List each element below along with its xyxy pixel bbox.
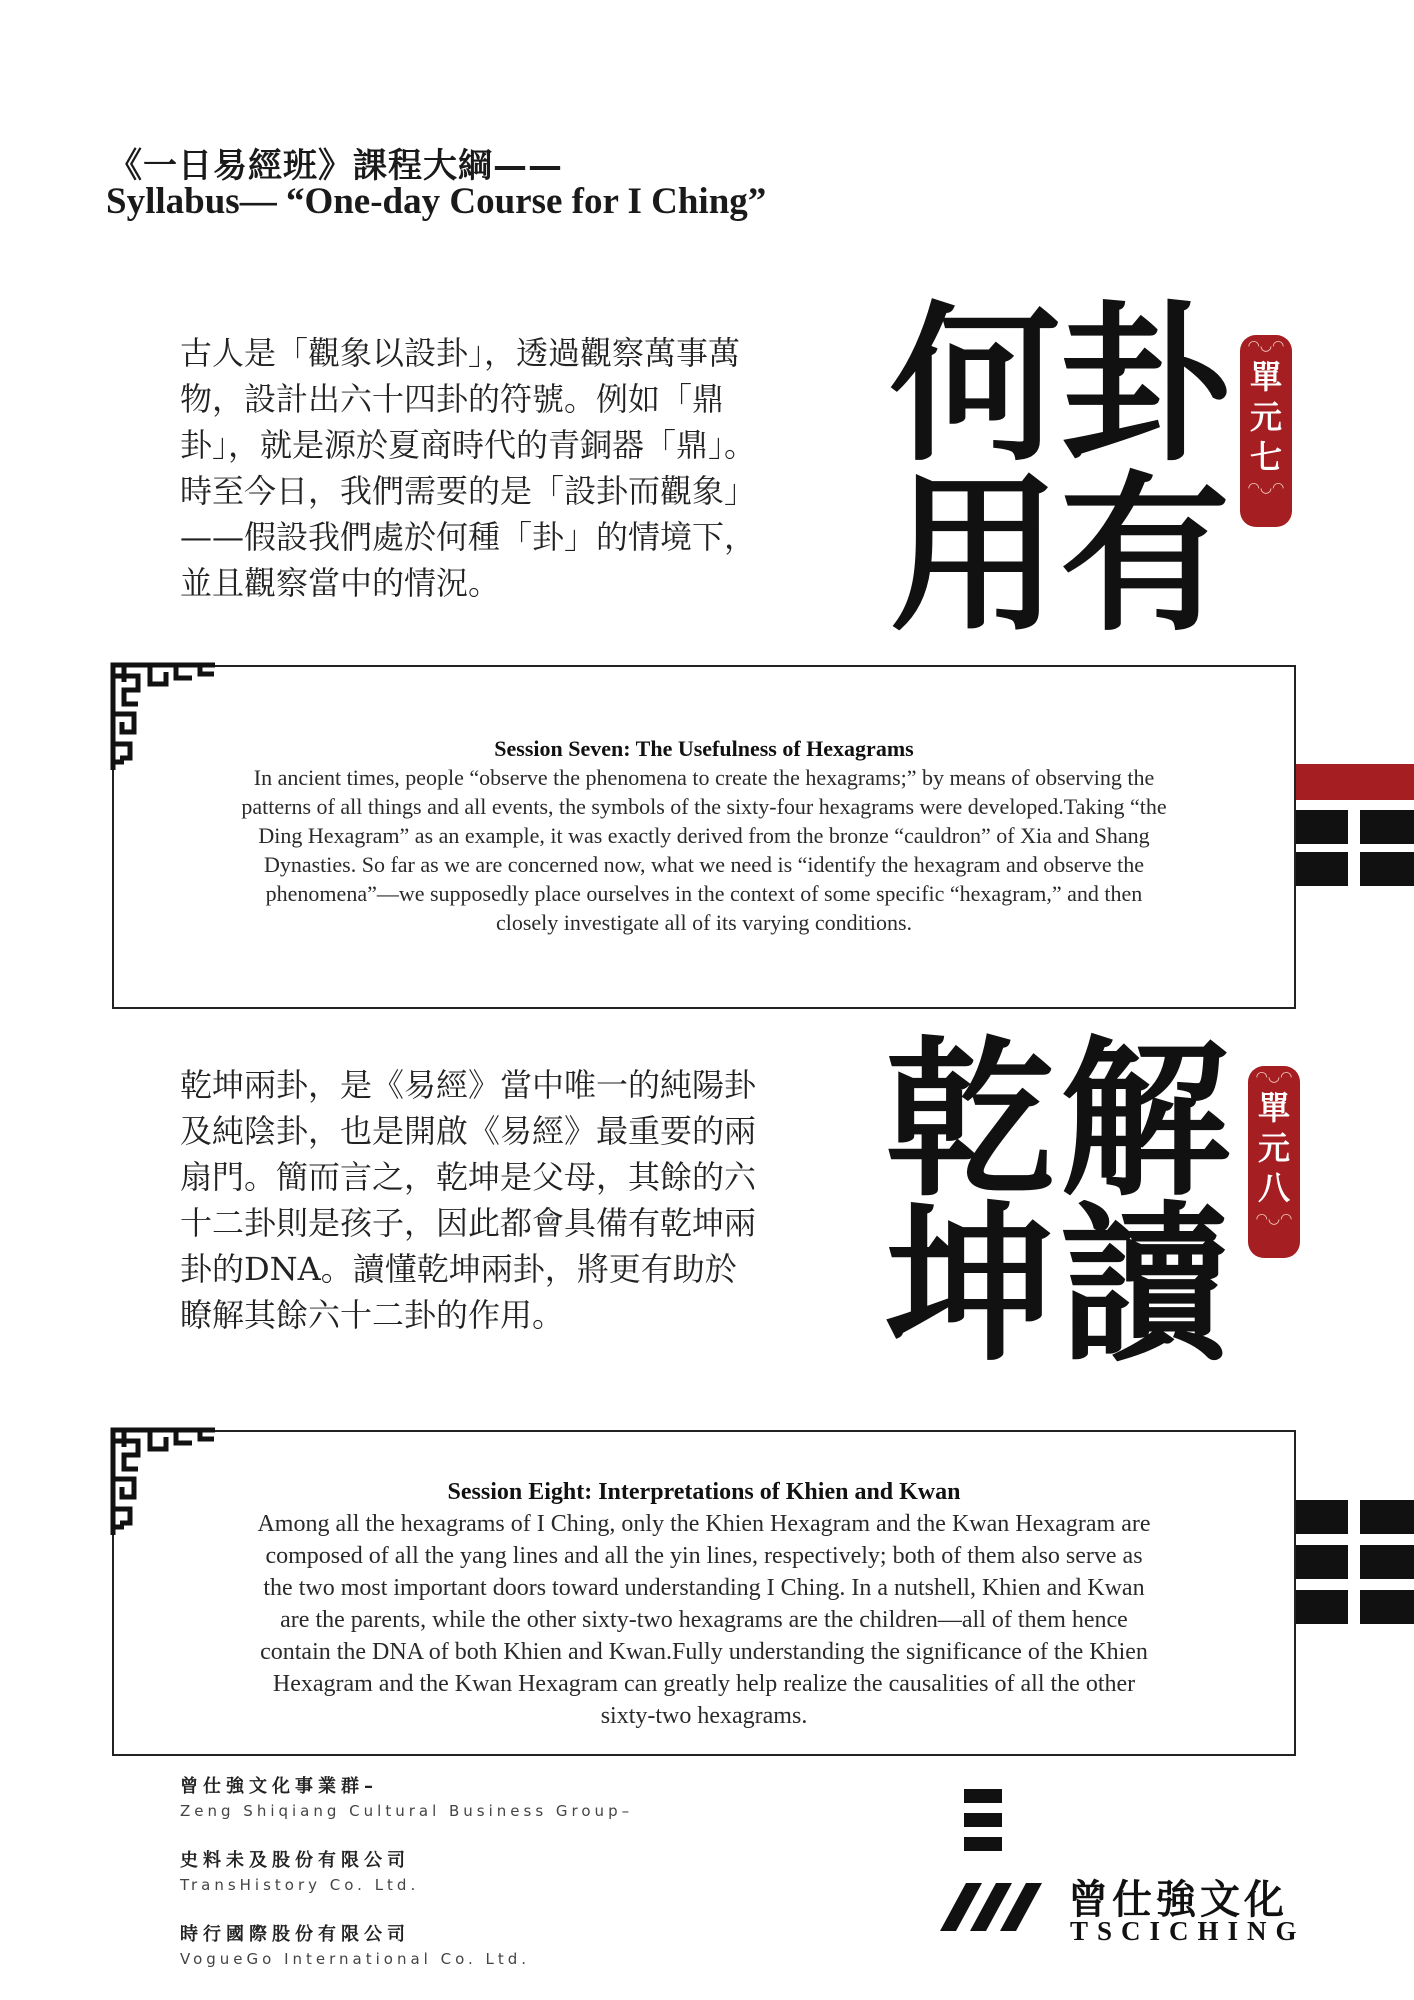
session7-big-char: 用 [890, 455, 1061, 655]
zh-line: 物，設計出六十四卦的符號。例如「鼎 [180, 380, 725, 418]
unit-seven-tag: ◠◡◠ 單 元 七 ◠◡◠ [1240, 335, 1292, 527]
zh-line: 十二卦則是孩子，因此都會具備有乾坤兩 [180, 1204, 757, 1242]
en-line: the two most important doors toward understanding I Ching. In a nutshell, Khien and Kwan [263, 1575, 1145, 1601]
company-name-zh: 曾仕強文化事業群– [180, 1776, 378, 1797]
company-name-zh: 時行國際股份有限公司 [180, 1924, 410, 1945]
hexagram-line [1296, 810, 1348, 844]
hexagram-line [1296, 1500, 1348, 1534]
session7-zh-paragraph [180, 330, 756, 606]
page-title-en: Syllabus— “One-day Course for I Ching” [106, 181, 767, 222]
hexagram-line [1296, 1590, 1348, 1624]
company-name-en: Zeng Shiqiang Cultural Business Group– [180, 1802, 634, 1820]
footer-companies [180, 1772, 633, 1968]
company-name-en: VogueGo International Co. Ltd. [180, 1950, 531, 1968]
en-line: are the parents, while the other sixty-two hexagrams are the children—all of them hence [280, 1607, 1128, 1633]
en-line: closely investigate all of its varying conditions. [495, 910, 913, 935]
zh-line: ——假設我們處於何種「卦」的情境下， [180, 518, 757, 556]
fret-corner-icon [110, 1427, 220, 1537]
ornament-icon: ◠◡◠ [1247, 338, 1285, 354]
ornament-icon: ◠◡◠ [1247, 480, 1285, 496]
session7-en-title: Session Seven: The Usefulness of Hexagrams [494, 736, 914, 761]
zh-line: 卦」，就是源於夏商時代的青銅器「鼎」。 [180, 426, 757, 464]
logo-mark-icon [930, 1785, 1060, 1935]
page-title-zh: 《一日易經班》課程大綱—— [108, 146, 563, 186]
unit-eight-tag: ◠◡◠ 單 元 八 ◠◡◠ [1248, 1066, 1300, 1258]
hexagram-line [1360, 852, 1414, 886]
session8-big-char: 坤 [885, 1185, 1056, 1385]
en-line: composed of all the yang lines and all the yin lines, respectively; both of them also serve as [265, 1543, 1143, 1569]
zh-line: 並且觀察當中的情況。 [180, 564, 501, 602]
zh-line: 及純陰卦，也是開啟《易經》最重要的兩 [180, 1112, 757, 1150]
zh-line: 扇門。簡而言之，乾坤是父母，其餘的六 [180, 1158, 757, 1196]
session7-big-char: 卦 [1060, 285, 1231, 485]
hexagram-line [1296, 1545, 1348, 1579]
ornament-icon: ◠◡◠ [1255, 1211, 1293, 1227]
session7-big-char: 何 [890, 285, 1061, 485]
en-line: Dynasties. So far as we are concerned now, what we need is “identify the hexagram and observe the [263, 852, 1145, 877]
en-line: Among all the hexagrams of I Ching, only the Khien Hexagram and the Kwan Hexagram are [257, 1511, 1151, 1537]
hexagram-line [1360, 1500, 1414, 1534]
hexagram-line [1360, 1545, 1414, 1579]
session7-big-char: 有 [1060, 455, 1231, 655]
session8-big-char: 讀 [1060, 1185, 1231, 1385]
hexagram-line [1360, 1590, 1414, 1624]
session8-en-box [112, 1430, 1296, 1756]
hexagram-red-line [1296, 764, 1414, 800]
zh-line: 古人是「觀象以設卦」，透過觀察萬事萬 [180, 334, 741, 372]
session8-en-title: Session Eight: Interpretations of Khien and Kwan [447, 1479, 961, 1505]
en-line: phenomena”—we supposedly place ourselves in the context of some specific “hexagram,” and then [265, 881, 1143, 906]
en-line: Hexagram and the Kwan Hexagram can greatly help realize the causalities of all the other [272, 1671, 1136, 1697]
en-line: contain the DNA of both Khien and Kwan.Fully understanding the significance of the Khien [260, 1639, 1148, 1665]
session7-en-box [112, 665, 1296, 1009]
en-line: sixty-two hexagrams. [600, 1703, 808, 1729]
ornament-icon: ◠◡◠ [1255, 1069, 1293, 1085]
session8-zh-paragraph [180, 1062, 756, 1338]
en-line: Ding Hexagram” as an example, it was exactly derived from the bronze “cauldron” of Xia and Shang [258, 823, 1150, 848]
zh-line: 瞭解其餘六十二卦的作用。 [180, 1296, 565, 1334]
zh-line: 時至今日，我們需要的是「設卦而觀象」 [180, 472, 757, 510]
session8-big-char: 乾 [885, 1020, 1056, 1220]
logo-text-zh: 曾仕強文化 [1068, 1877, 1288, 1923]
company-name-zh: 史料未及股份有限公司 [180, 1850, 410, 1871]
logo-text-en: TSCICHING [1070, 1916, 1306, 1946]
hexagram-line [1360, 810, 1414, 844]
hexagram-line [1296, 852, 1348, 886]
session8-big-char: 解 [1060, 1020, 1231, 1220]
fret-corner-icon [110, 662, 220, 772]
en-line: In ancient times, people “observe the phenomena to create the hexagrams;” by means of observing the [253, 765, 1155, 790]
zh-line: 卦的DNA。讀懂乾坤兩卦，將更有助於 [180, 1250, 737, 1288]
en-line: patterns of all things and all events, the symbols of the sixty-four hexagrams were developed.Taking “the [241, 794, 1167, 819]
company-name-en: TransHistory Co. Ltd. [180, 1876, 420, 1894]
zh-line: 乾坤兩卦，是《易經》當中唯一的純陽卦 [180, 1066, 757, 1104]
